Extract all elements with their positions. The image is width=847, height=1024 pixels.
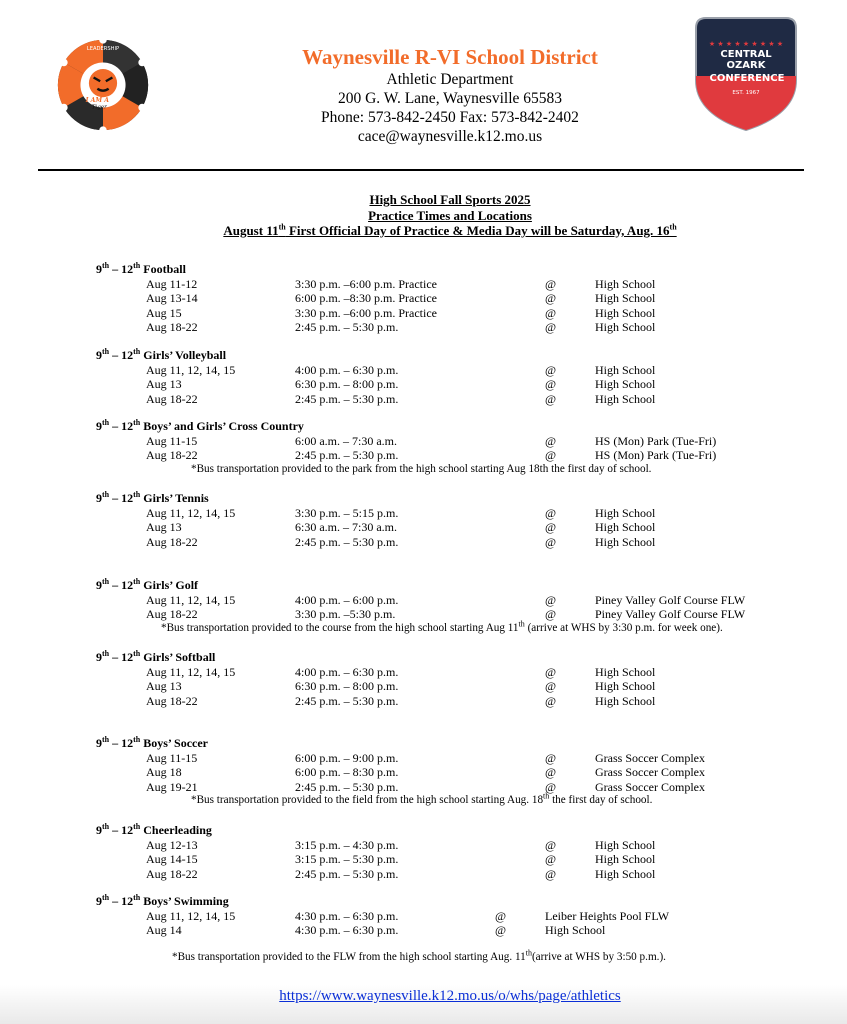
section-heading: 9th – 12th Girls’ Softball — [96, 649, 216, 664]
schedule-row — [0, 867, 780, 881]
at-symbol: @ — [545, 534, 557, 549]
practice-time: 6:30 a.m. – 7:30 a.m. — [295, 520, 397, 535]
schedule-row — [0, 923, 780, 937]
at-symbol: @ — [545, 520, 557, 535]
practice-date: Aug 19-21 — [146, 779, 198, 794]
bus-transportation-note: *Bus transportation provided to the park from the high school starting Aug 18th the first day of school. — [191, 463, 652, 475]
practice-location: Piney Valley Golf Course FLW — [595, 593, 746, 607]
schedule-row — [0, 694, 780, 708]
at-symbol: @ — [545, 277, 557, 291]
document-titles — [0, 192, 847, 239]
practice-date: Aug 14 — [146, 923, 182, 938]
practice-time: 6:30 p.m. – 8:00 p.m. — [295, 377, 399, 392]
section-heading: 9th – 12th Boys’ Swimming — [96, 893, 229, 908]
bus-transportation-note: *Bus transportation provided to the FLW from the high school starting Aug. 11th(arrive at WHS by 3:50 p.m.). — [172, 948, 666, 963]
practice-date: Aug 18-22 — [146, 391, 198, 406]
schedule-row — [0, 607, 780, 621]
practice-time: 4:00 p.m. – 6:30 p.m. — [295, 363, 399, 377]
practice-location: High School — [595, 391, 656, 406]
practice-location: High School — [595, 291, 656, 306]
svg-text:★ ★ ★ ★ ★ ★ ★ ★ ★: ★ ★ ★ ★ ★ ★ ★ ★ ★ — [708, 40, 784, 48]
section-heading: 9th – 12th Girls’ Volleyball — [96, 347, 227, 362]
practice-date: Aug 11-12 — [146, 277, 198, 291]
practice-time: 6:00 a.m. – 7:30 a.m. — [295, 434, 397, 448]
practice-date: Aug 12-13 — [146, 838, 198, 852]
schedule-row — [0, 679, 780, 693]
at-symbol: @ — [545, 593, 557, 607]
practice-time: 4:00 p.m. – 6:00 p.m. — [295, 593, 399, 607]
practice-date: Aug 11, 12, 14, 15 — [146, 593, 236, 607]
practice-date: Aug 11, 12, 14, 15 — [146, 909, 236, 923]
waynesville-tigers-logo — [56, 38, 150, 132]
practice-date: Aug 13 — [146, 377, 182, 392]
logo-right-line1: CENTRAL — [720, 49, 772, 60]
title-line-3: August 11th First Official Day of Practice & Media Day will be Saturday, Aug. 16th — [223, 222, 677, 238]
practice-time: 3:30 p.m. –6:00 p.m. Practice — [295, 305, 437, 320]
practice-time: 3:15 p.m. – 5:30 p.m. — [295, 852, 399, 867]
address: 200 G. W. Lane, Waynesville 65583 — [337, 90, 563, 107]
schedule-row — [0, 765, 780, 779]
at-symbol: @ — [545, 506, 557, 520]
title-line-1: High School Fall Sports 2025 — [369, 192, 531, 207]
practice-time: 3:30 p.m. – 5:15 p.m. — [295, 506, 399, 520]
schedule-row — [0, 838, 780, 852]
practice-date: Aug 18-22 — [146, 693, 198, 708]
at-symbol: @ — [495, 923, 507, 938]
schedule-row — [0, 392, 780, 406]
at-symbol: @ — [545, 679, 557, 694]
schedule-row — [0, 593, 780, 607]
at-symbol: @ — [545, 434, 557, 448]
practice-time: 2:45 p.m. – 5:30 p.m. — [295, 693, 399, 708]
practice-location: High School — [595, 866, 656, 881]
schedule-row — [0, 535, 780, 549]
section-heading: 9th – 12th Boys’ and Girls’ Cross Country — [96, 418, 304, 433]
practice-date: Aug 18-22 — [146, 607, 198, 622]
practice-location: HS (Mon) Park (Tue-Fri) — [595, 448, 717, 463]
practice-time: 3:30 p.m. –5:30 p.m. — [295, 607, 396, 622]
practice-location: High School — [595, 665, 656, 679]
at-symbol: @ — [545, 377, 557, 392]
at-symbol: @ — [545, 852, 557, 867]
athletics-website-link[interactable]: https://www.waynesville.k12.mo.us/o/whs/page/athletics — [279, 988, 621, 1004]
email: cace@waynesville.k12.mo.us — [357, 128, 543, 145]
at-symbol: @ — [495, 909, 507, 923]
practice-location: Grass Soccer Complex — [595, 751, 705, 765]
logo-right-line2: OZARK — [726, 60, 766, 71]
practice-location: Grass Soccer Complex — [595, 779, 705, 794]
practice-location: HS (Mon) Park (Tue-Fri) — [595, 434, 717, 448]
practice-time: 4:30 p.m. – 6:30 p.m. — [295, 923, 399, 938]
schedule-row — [0, 377, 780, 391]
section-heading: 9th – 12th Cheerleading — [96, 822, 212, 837]
section-heading: 9th – 12th Football — [96, 261, 186, 276]
practice-location: High School — [595, 520, 656, 535]
practice-date: Aug 11-15 — [146, 751, 198, 765]
at-symbol: @ — [545, 607, 557, 622]
practice-location: High School — [595, 679, 656, 694]
at-symbol: @ — [545, 866, 557, 881]
schedule-row — [0, 520, 780, 534]
practice-date: Aug 18-22 — [146, 534, 198, 549]
practice-location: High School — [595, 305, 656, 320]
schedule-row — [0, 363, 780, 377]
section-heading: 9th – 12th Girls’ Golf — [96, 577, 199, 592]
practice-time: 3:15 p.m. – 4:30 p.m. — [295, 838, 399, 852]
practice-date: Aug 13-14 — [146, 291, 198, 306]
practice-location: High School — [595, 838, 656, 852]
schedule-row — [0, 665, 780, 679]
schedule-row — [0, 434, 780, 448]
header-divider — [38, 169, 804, 171]
practice-location: High School — [595, 277, 656, 291]
practice-location: High School — [545, 923, 606, 938]
bus-transportation-note: *Bus transportation provided to the field from the high school starting Aug. 18th the first day of school. — [191, 791, 653, 806]
practice-location: High School — [595, 506, 656, 520]
letterhead — [220, 44, 680, 146]
schedule-row — [0, 751, 780, 765]
logo-left-motto-1: I AM A — [85, 96, 110, 104]
district-name: Waynesville R-VI School District — [302, 45, 598, 69]
schedule-row — [0, 320, 780, 334]
practice-date: Aug 18-22 — [146, 448, 198, 463]
practice-date: Aug 11-15 — [146, 434, 198, 448]
section-heading: 9th – 12th Girls’ Tennis — [96, 490, 209, 505]
practice-time: 6:30 p.m. – 8:00 p.m. — [295, 679, 399, 694]
at-symbol: @ — [545, 665, 557, 679]
schedule-row — [0, 909, 780, 923]
practice-location: Piney Valley Golf Course FLW — [595, 607, 746, 622]
practice-location: High School — [595, 693, 656, 708]
practice-location: Leiber Heights Pool FLW — [545, 909, 670, 923]
at-symbol: @ — [545, 779, 557, 794]
logo-right-line3: CONFERENCE — [709, 73, 785, 84]
practice-location: High School — [595, 363, 656, 377]
practice-time: 4:00 p.m. – 6:30 p.m. — [295, 665, 399, 679]
at-symbol: @ — [545, 291, 557, 306]
schedule-row — [0, 780, 780, 794]
phone-fax: Phone: 573-842-2450 Fax: 573-842-2402 — [321, 109, 579, 126]
practice-date: Aug 18-22 — [146, 320, 198, 335]
practice-location: High School — [595, 852, 656, 867]
practice-date: Aug 11, 12, 14, 15 — [146, 506, 236, 520]
practice-time: 6:00 p.m. –8:30 p.m. Practice — [295, 291, 437, 306]
practice-time: 3:30 p.m. –6:00 p.m. Practice — [295, 277, 437, 291]
at-symbol: @ — [545, 363, 557, 377]
title-line-2: Practice Times and Locations — [368, 207, 532, 223]
section-heading: 9th – 12th Boys’ Soccer — [96, 735, 209, 750]
practice-time: 2:45 p.m. – 5:30 p.m. — [295, 448, 399, 463]
practice-time: 2:45 p.m. – 5:30 p.m. — [295, 534, 399, 549]
practice-time: 6:00 p.m. – 8:30 p.m. — [295, 765, 399, 780]
at-symbol: @ — [545, 751, 557, 765]
practice-location: High School — [595, 377, 656, 392]
schedule-row — [0, 306, 780, 320]
at-symbol: @ — [545, 320, 557, 335]
bus-transportation-note: *Bus transportation provided to the course from the high school starting Aug 11th (arrive at WHS by 3:30 p.m. for week one). — [161, 619, 723, 634]
at-symbol: @ — [545, 448, 557, 463]
practice-time: 4:30 p.m. – 6:30 p.m. — [295, 909, 399, 923]
practice-date: Aug 13 — [146, 520, 182, 535]
at-symbol: @ — [545, 765, 557, 780]
schedule-row — [0, 448, 780, 462]
practice-location: Grass Soccer Complex — [595, 765, 705, 780]
at-symbol: @ — [545, 391, 557, 406]
practice-date: Aug 15 — [146, 305, 182, 320]
practice-date: Aug 13 — [146, 679, 182, 694]
logo-left-motto-2: Tiger — [91, 104, 107, 111]
department-name: Athletic Department — [386, 71, 514, 88]
practice-date: Aug 11, 12, 14, 15 — [146, 363, 236, 377]
practice-time: 2:45 p.m. – 5:30 p.m. — [295, 779, 399, 794]
practice-date: Aug 18-22 — [146, 866, 198, 881]
schedule-row — [0, 506, 780, 520]
logo-left-top-word: LEADERSHIP — [86, 46, 120, 53]
practice-time: 2:45 p.m. – 5:30 p.m. — [295, 866, 399, 881]
at-symbol: @ — [545, 305, 557, 320]
schedule-row — [0, 291, 780, 305]
at-symbol: @ — [545, 838, 557, 852]
practice-date: Aug 14-15 — [146, 852, 198, 867]
schedule-row — [0, 852, 780, 866]
practice-location: High School — [595, 534, 656, 549]
central-ozark-conference-logo — [690, 14, 802, 132]
practice-location: High School — [595, 320, 656, 335]
schedule-row — [0, 277, 780, 291]
practice-time: 2:45 p.m. – 5:30 p.m. — [295, 391, 399, 406]
practice-time: 2:45 p.m. – 5:30 p.m. — [295, 320, 399, 335]
practice-time: 6:00 p.m. – 9:00 p.m. — [295, 751, 399, 765]
at-symbol: @ — [545, 693, 557, 708]
practice-date: Aug 11, 12, 14, 15 — [146, 665, 236, 679]
practice-date: Aug 18 — [146, 765, 182, 780]
logo-right-est: EST. 1967 — [732, 90, 760, 96]
